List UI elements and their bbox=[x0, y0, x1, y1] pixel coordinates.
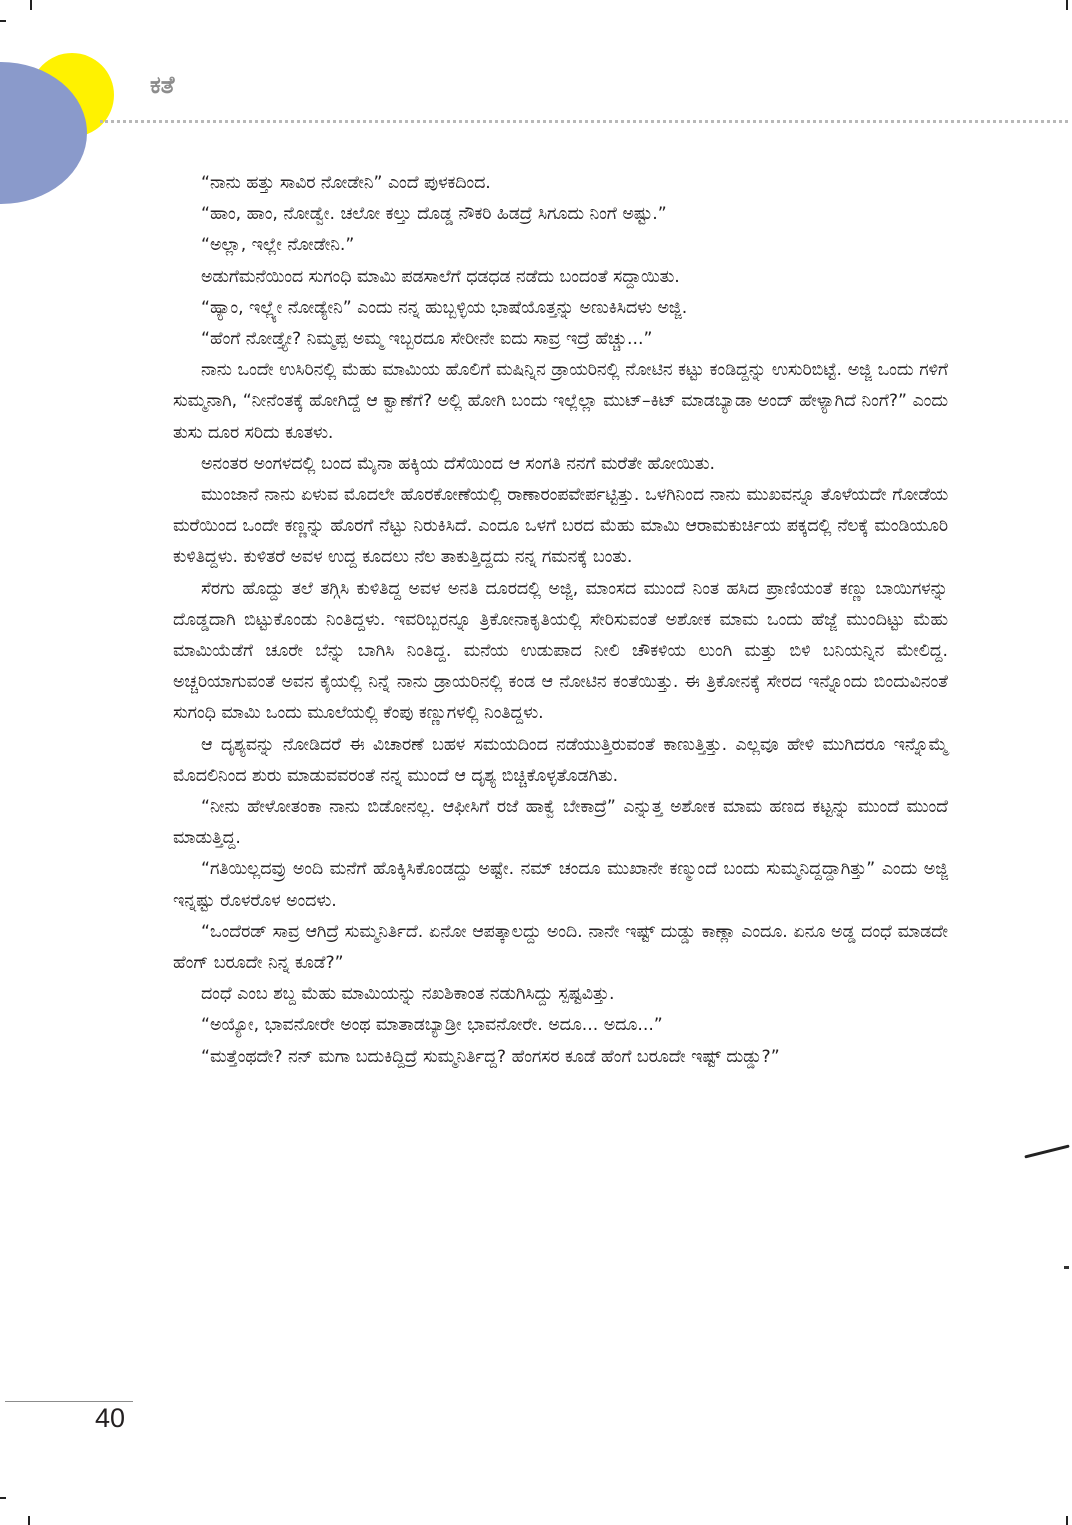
crop-mark bbox=[0, 20, 6, 22]
paragraph: ಅನಂತರ ಅಂಗಳದಲ್ಲಿ ಬಂದ ಮೈನಾ ಹಕ್ಕಿಯ ದೆಸೆಯಿಂದ ಆ ಸಂಗತಿ ನನಗೆ ಮರೆತೇ ಹೋಯಿತು. bbox=[201, 453, 715, 474]
paragraph: ದಂಧೆ ಎಂಬ ಶಬ್ದ ಮೆಹು ಮಾಮಿಯನ್ನು ನಖಶಿಕಾಂತ ನಡುಗಿಸಿದ್ದು ಸ್ಪಷ್ಟವಿತ್ತು. bbox=[201, 984, 615, 1005]
dotted-divider bbox=[100, 120, 1068, 123]
paragraph: “ಹೆಂಗೆ ನೋಡ್ತ್ಯೇ? ನಿಮ್ಮಪ್ಪ ಅಮ್ಮ ಇಬ್ಬರದೂ ಸೇರೀನೇ ಐದು ಸಾವ್ರ ಇದ್ರೆ ಹೆಚ್ಚು...” bbox=[201, 329, 653, 350]
paragraph: ಮುಂಜಾನೆ ನಾನು ಏಳುವ ಮೊದಲೇ ಹೊರಕೋಣೆಯಲ್ಲಿ ರಾಣಾರಂಪವೇರ್ಪಟ್ಟಿತ್ತು. ಒಳಗಿನಿಂದ ನಾನು ಮುಖವನ್ನೂ ತೊಳೆಯದೇ ಗೋಡೆಯ ಮರೆಯಿಂದ ಒಂದೇ ಕಣ್ಣನ್ನು ಹೊರಗೆ ನೆಟ್ಟು ನಿರುಕಿಸಿದೆ. ಎಂದೂ ಒಳಗೆ ಬರದ ಮೆಹು ಮಾಮಿ ಆರಾಮಕುರ್ಚಿಯ ಪಕ್ಕದಲ್ಲಿ ನೆಲಕ್ಕೆ ಮಂಡಿಯೂರಿ ಕುಳಿತಿದ್ದಳು. ಕುಳಿತರೆ ಅವಳ ಉದ್ದ ಕೂದಲು ನೆಲ ತಾಕುತ್ತಿದ್ದದು ನನ್ನ ಗಮನಕ್ಕೆ ಬಂತು. bbox=[173, 485, 948, 568]
paragraph: “ನೀನು ಹೇಳೋತಂಕಾ ನಾನು ಬಿಡೋನಲ್ಲ. ಆಫೀಸಿಗೆ ರಜೆ ಹಾಕ್ವೆ ಬೇಕಾದ್ರೆ” ಎನ್ನುತ್ತ ಅಶೋಕ ಮಾಮ ಹಣದ ಕಟ್ಟನ್ನು ಮುಂದೆ ಮುಂದೆ ಮಾಡುತ್ತಿದ್ದ. bbox=[173, 797, 948, 849]
pen-dot-mark bbox=[1064, 1266, 1069, 1269]
paragraph: ಸೆರಗು ಹೊದ್ದು ತಲೆ ತಗ್ಗಿಸಿ ಕುಳಿತಿದ್ದ ಅವಳ ಅನತಿ ದೂರದಲ್ಲಿ ಅಜ್ಜಿ, ಮಾಂಸದ ಮುಂದೆ ನಿಂತ ಹಸಿದ ಪ್ರಾಣಿಯಂತೆ ಕಣ್ಣು ಬಾಯಿಗಳನ್ನು ದೊಡ್ಡದಾಗಿ ಬಿಟ್ಟುಕೊಂಡು ನಿಂತಿದ್ದಳು. ಇವರಿಬ್ಬರನ್ನೂ ತ್ರಿಕೋನಾಕೃತಿಯಲ್ಲಿ ಸೇರಿಸುವಂತೆ ಅಶೋಕ ಮಾಮ ಒಂದು ಹೆಜ್ಜೆ ಮುಂದಿಟ್ಟು ಮೆಹು ಮಾಮಿಯೆಡೆಗೆ ಚೂರೇ ಬೆನ್ನು ಬಾಗಿಸಿ ನಿಂತಿದ್ದ. ಮನೆಯ ಉಡುಪಾದ ನೀಲಿ ಚೌಕಳಿಯ ಲುಂಗಿ ಮತ್ತು ಬಿಳಿ ಬನಿಯನ್ನಿನ ಮೇಲಿದ್ದ. ಅಚ್ಚರಿಯಾಗುವಂತೆ ಅವನ ಕೈಯಲ್ಲಿ ನಿನ್ನೆ ನಾನು ಡ್ರಾಯರಿನಲ್ಲಿ ಕಂಡ ಆ ನೋಟಿನ ಕಂತೆಯಿತ್ತು. ಈ ತ್ರಿಕೋನಕ್ಕೆ ಸೇರದ ಇನ್ನೊಂದು ಬಿಂದುವಿನಂತೆ ಸುಗಂಧಿ ಮಾಮಿ ಒಂದು ಮೂಲೆಯಲ್ಲಿ ಕೆಂಪು ಕಣ್ಣುಗಳಲ್ಲಿ ನಿಂತಿದ್ದಳು. bbox=[173, 578, 948, 724]
footer-rule bbox=[5, 1401, 133, 1402]
page-number: 40 bbox=[95, 1403, 126, 1433]
paragraph: ಅಡುಗೆಮನೆಯಿಂದ ಸುಗಂಧಿ ಮಾಮಿ ಪಡಸಾಲೆಗೆ ಧಡಧಡ ನಡೆದು ಬಂದಂತೆ ಸದ್ದಾಯಿತು. bbox=[201, 266, 680, 287]
paragraph: “ಹಾಂ, ಹಾಂ, ನೋಡ್ವೇ. ಚಲೋ ಕಲ್ತು ದೊಡ್ಡ ನೌಕರಿ ಹಿಡದ್ರೆ ಸಿಗೂದು ನಿಂಗೆ ಅಷ್ಟು.” bbox=[201, 204, 667, 225]
paragraph: “ನಾನು ಹತ್ತು ಸಾವಿರ ನೋಡೇನಿ” ಎಂದೆ ಪುಳಕದಿಂದ. bbox=[201, 173, 491, 193]
pen-stroke-mark bbox=[1024, 1144, 1069, 1158]
paragraph: “ಅಲ್ಲಾ, ಇಲ್ಲೇ ನೋಡೇನಿ.” bbox=[201, 235, 355, 256]
crop-mark bbox=[1066, 0, 1068, 10]
paragraph: “ಮತ್ತೆಂಥದೇ? ನನ್ ಮಗಾ ಬದುಕಿದ್ದಿದ್ರೆ ಸುಮ್ಮನಿರ್ತಿದ್ದ? ಹೆಂಗಸರ ಕೂಡೆ ಹೆಂಗೆ ಬರೂದೇ ಇಷ್ಟ್ ದುಡ್ಡು?” bbox=[201, 1046, 780, 1067]
crop-mark bbox=[28, 1516, 30, 1525]
crop-mark bbox=[1066, 1516, 1068, 1525]
paragraph: “ಒಂದೆರಡ್ ಸಾವ್ರ ಆಗಿದ್ರೆ ಸುಮ್ಮನಿರ್ತಿದೆ. ಏನೋ ಆಪತ್ಕಾಲದ್ದು ಅಂದಿ. ನಾನೇ ಇಷ್ಟ್ ದುಡ್ಡು ಕಾಣ್ಲಾ ಎಂದೂ. ಏನೂ ಅಡ್ಡ ದಂಧೆ ಮಾಡದೇ ಹೆಂಗ್ ಬರೂದೇ ನಿನ್ನ ಕೂಡೆ?” bbox=[173, 921, 948, 974]
paragraph: ನಾನು ಒಂದೇ ಉಸಿರಿನಲ್ಲಿ ಮೆಹು ಮಾಮಿಯ ಹೊಲಿಗೆ ಮಷಿನ್ನಿನ ಡ್ರಾಯರಿನಲ್ಲಿ ನೋಟಿನ ಕಟ್ಟು ಕಂಡಿದ್ದನ್ನು ಉಸುರಿಬಿಟ್ಟೆ. ಅಜ್ಜಿ ಒಂದು ಗಳಿಗೆ ಸುಮ್ಮನಾಗಿ, “ನೀನೆಂತಕ್ಕೆ ಹೋಗಿದ್ದೆ ಆ ಕ್ವಾಣೆಗೆ? ಅಲ್ಲಿ ಹೋಗಿ ಬಂದು ಇಲ್ಲೆಲ್ಲಾ ಮುಟ್–ಕಿಟ್ ಮಾಡಬ್ಯಾಡಾ ಅಂದ್ ಹೇಳ್ಯಾಗಿದೆ ನಿಂಗೆ?” ಎಂದು ತುಸು ದೂರ ಸರಿದು ಕೂತಳು. bbox=[173, 360, 948, 443]
paragraph: “ಗತಿಯಿಲ್ಲದವ್ರು ಅಂದಿ ಮನೆಗೆ ಹೊಕ್ಕಿಸಿಕೊಂಡದ್ದು ಅಷ್ಟೇ. ನಮ್ ಚಂದೂ ಮುಖಾನೇ ಕಣ್ಮುಂದೆ ಬಂದು ಸುಮ್ಮನಿದ್ದದ್ದಾಗಿತ್ತು” ಎಂದು ಅಜ್ಜಿ ಇನ್ನಷ್ಟು ರೊಳರೊಳ ಅಂದಳು. bbox=[173, 859, 948, 911]
paragraph: ಆ ದೃಶ್ಯವನ್ನು ನೋಡಿದರೆ ಈ ವಿಚಾರಣೆ ಬಹಳ ಸಮಯದಿಂದ ನಡೆಯುತ್ತಿರುವಂತೆ ಕಾಣುತ್ತಿತ್ತು. ಎಲ್ಲವೂ ಹೇಳಿ ಮುಗಿದರೂ ಇನ್ನೊಮ್ಮೆ ಮೊದಲಿನಿಂದ ಶುರು ಮಾಡುವವರಂತೆ ನನ್ನ ಮುಂದೆ ಆ ದೃಶ್ಯ ಬಿಚ್ಚಿಕೊಳ್ಳತೊಡಗಿತು. bbox=[173, 734, 948, 786]
paragraph: “ಅಯ್ಯೋ, ಭಾವನೋರೇ ಅಂಥ ಮಾತಾಡಬ್ಯಾಡ್ರೀ ಭಾವನೋರೇ. ಅದೂ... ಅದೂ...” bbox=[201, 1015, 663, 1036]
section-title: ಕತೆ bbox=[150, 71, 175, 99]
crop-mark bbox=[0, 1497, 6, 1499]
story-body bbox=[173, 168, 948, 1073]
paragraph: “ಹ್ಯಾಂ, ಇಲ್ಲ್ಯೇ ನೋಡ್ಯೇನಿ” ಎಂದು ನನ್ನ ಹುಬ್ಬಳ್ಳಿಯ ಭಾಷೆಯೊತ್ತನ್ನು ಅಣುಕಿಸಿದಳು ಅಜ್ಜಿ. bbox=[201, 297, 688, 318]
crop-mark bbox=[30, 0, 32, 10]
